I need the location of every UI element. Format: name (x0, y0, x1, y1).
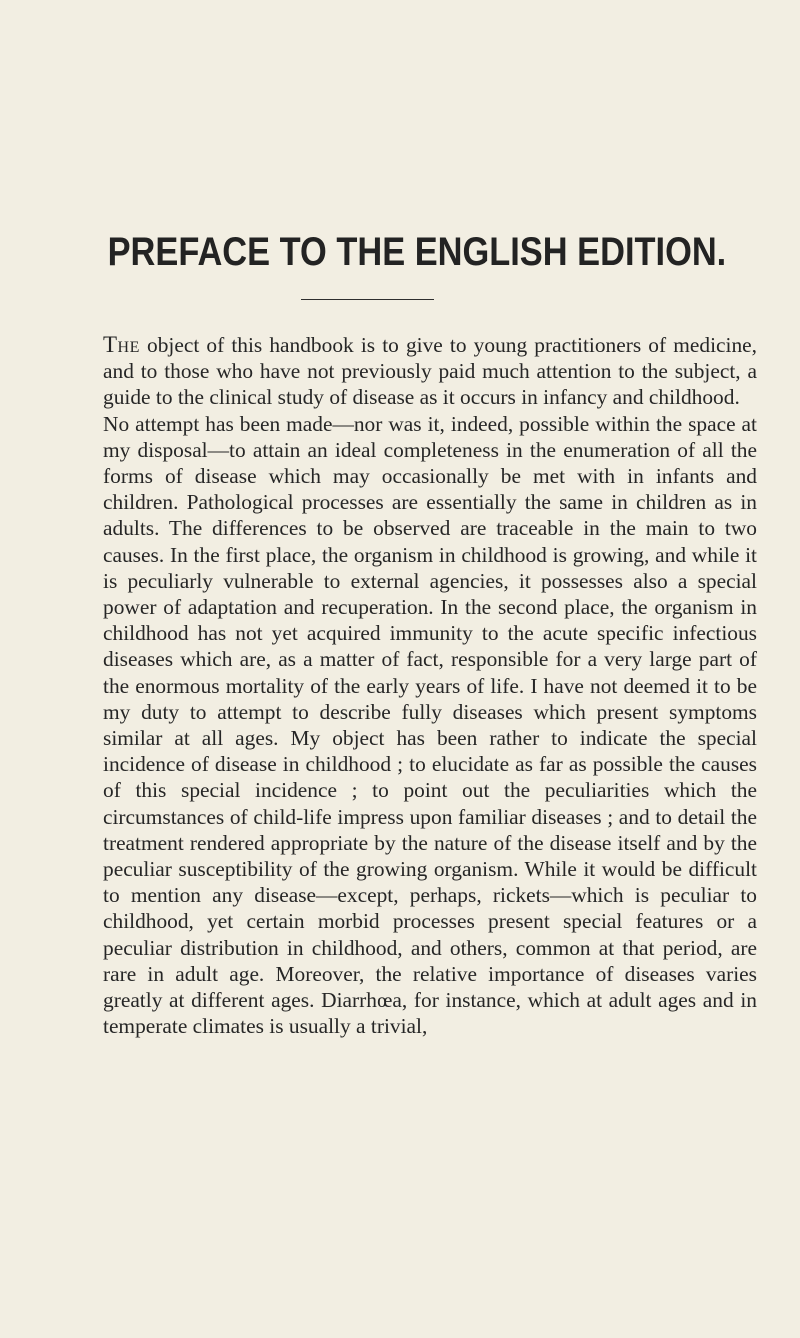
paragraph-2 (103, 411, 757, 1040)
lead-word: The (103, 332, 140, 357)
page-heading: PREFACE TO THE ENGLISH EDITION. (107, 230, 727, 274)
preface-body (103, 332, 757, 1039)
paragraph-1 (103, 332, 757, 411)
paragraph-text: object of this handbook is to give to young practitioners of medicine, and to those who have not previously paid much attention to the subject, a guide to the clinical study of disease as it occurs in infancy and childhood. (103, 333, 757, 410)
paragraph-text: No attempt has been made—nor was it, indeed, possible within the space at my disposal—to attain an ideal completeness in the enumeration of all the forms of disease which may occasionally be met with in infants and children. Pathological processes are essentially the same in children as in adults. The differences to be observed are traceable in the main to two causes. In the first place, the organism in childhood is growing, and while it is peculiarly vulnerable to external agencies, it possesses also a special power of adaptation and recuperation. In the second place, the organism in childhood has not yet acquired immunity to the acute specific infectious diseases which are, as a matter of fact, responsible for a very large part of the enormous mortality of the early years of life. I have not deemed it to be my duty to attempt to describe fully diseases which present symptoms similar at all ages. My object has been rather to indicate the special incidence of disease in childhood ; to elucidate as far as possible the causes of this special incidence ; to point out the peculiarities which the circumstances of child-life impress upon familiar diseases ; and to detail the treatment rendered appropriate by the nature of the disease itself and by the peculiar susceptibility of the growing organism. While it would be difficult to mention any disease—except, perhaps, rickets—which is peculiar to childhood, yet certain morbid processes present special features or a peculiar distribution in childhood, and others, common at that period, are rare in adult age. Moreover, the relative importance of diseases varies greatly at different ages. Diarrhœa, for instance, which at adult ages and in temperate climates is usually a trivial, (103, 411, 757, 1039)
heading-rule (301, 299, 434, 300)
